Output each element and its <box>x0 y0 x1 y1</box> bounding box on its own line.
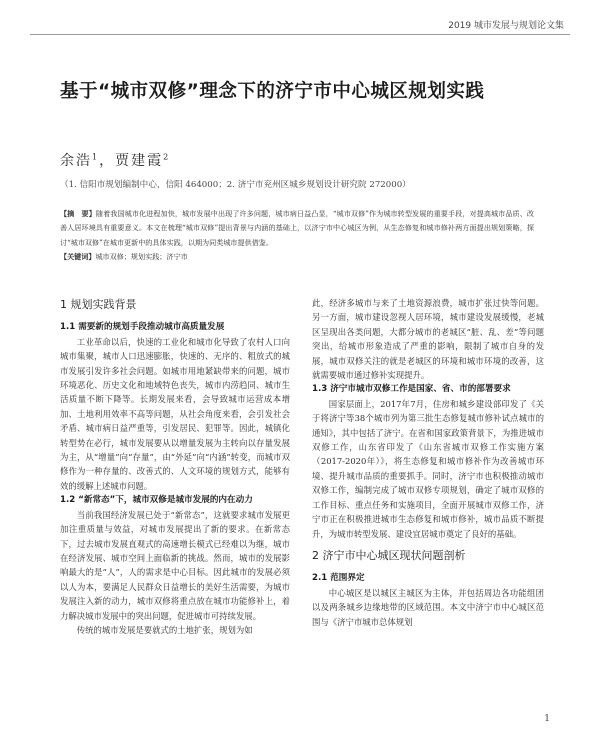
keywords-text: 城市双修；规划实践；济宁市 <box>95 252 188 262</box>
body-paragraph: 中心城区是以城区主城区为主体，并包括周边各功能组团以及两条城乡边缘地带的区域范围。本文中济宁市中心城区范围与《济宁市城市总体规划 <box>312 587 544 627</box>
keywords-label: 【关键词】 <box>60 252 96 262</box>
subsection-heading: 1.3 济宁市城市双修工作是国家、省、市的部署要求 <box>312 384 511 395</box>
author-mark: 1 <box>92 152 100 162</box>
author-mark: 2 <box>163 152 171 162</box>
subsection-heading: 2.1 范围界定 <box>312 573 365 584</box>
subsection-heading: 1.2 “新常态”下，城市双修是城市发展的内在动力 <box>60 495 253 506</box>
author-separator: ， <box>99 153 116 169</box>
affiliation: （1. 信阳市规划编制中心，信阳 464000；2. 济宁市兖州区城乡规划设计研究院 272000） <box>60 180 411 190</box>
running-title: 2019 城市发展与规划论文集 <box>448 21 564 31</box>
author-name: 余浩 <box>60 153 92 169</box>
body-paragraph: 当前我国经济发展已处于“新常态”，这就要求城市发展更加注重质量与效益，对城市发展提出了新的要求。在新常态下，过去城市发展直观式的高速增长模式已经难以为继，城市在经济发展、城市空间上面临新的挑战。然而，城市的发展影响最大的是“人”，人的需求是中心目标。因此城市的发展必须以人为本，要满足人民群众日益增长的美好生活需要，为城市发展注入新的动力，城市双修将重点放在城市功能修补上，着力解决城市发展中的突出问题，促进城市可持续发展。 <box>60 509 290 621</box>
abstract-label: 【摘 要】 <box>60 209 96 218</box>
paper-title: 基于“城市双修”理念下的济宁市中心城区规划实践 <box>60 81 485 102</box>
running-header <box>0 18 600 34</box>
author-list <box>60 150 170 170</box>
left-column <box>60 296 290 637</box>
body-paragraph: 此，经济多城市与来了土地资源浪费，城市扩张过快等问题。另一方面，城市建设忽视人居环境，城市建设发展缓慢，老城区呈现出各类问题，大都分城市的老城区“脏、乱、差”等问题突出，给城市形象造成了严重的影响，限制了城市自身的发展，城市双修关注的就是老城区的环境和城市环境的改善，这就需要城市通过修补实现提升。 <box>312 298 544 381</box>
page-number: 1 <box>544 714 550 724</box>
abstract-text: 随着我国城市化进程加快，城市发展中出现了许多问题，城市病日益凸显，“城市双修”作为城市转型发展的重要手段，对提高城市品质、改善人居环境具有重要意义。本文在梳理“城市双修”提出背景与内涵的基础上，以济宁市中心城区为例，从生态修复和城市修补两方面提出规划策略，探讨“城市双修”在城市更新中的具体实践，以期为同类城市提供借鉴。 <box>60 209 535 247</box>
header-rule <box>30 34 570 35</box>
subsection-heading: 1.1 需要新的规划手段推动城市高质量发展 <box>60 322 225 333</box>
body-paragraph: 国家层面上，2017年7月，住房和城乡建设部印发了《关于将济宁等38个城市列为第三批生态修复城市修补试点城市的通知》，其中包括了济宁。在省和国家政策背景下，为推进城市双修工作，山东省印发了《山东省城市双修工作实施方案（2017-2020年）》，将生态修复和城市修补作为改善城市环境、提升城市品质的重要抓手。同时，济宁市也积极推动城市双修工作，编制完成了城市双修专项规划，确定了城市双修的工作目标、重点任务和实施项目，全面开展城市双修工作，济宁市正在积极推进城市生态修复和城市修补，城市品质不断提升，为城市转型发展、建设宜居城市奠定了良好的基础。 <box>312 398 544 539</box>
abstract-block <box>60 207 534 265</box>
right-column <box>312 296 544 629</box>
section-heading: 2 济宁市中心城区现状问题剖析 <box>312 548 466 562</box>
section-heading: 1 规划实践背景 <box>60 298 137 311</box>
body-paragraph: 工业革命以后，快速的工业化和城市化导致了农村人口向城市集聚，城市人口迅速膨胀，快速的、无序的、粗放式的城市发展引发许多社会问题。如城市用地紧缺带来的问题，城市环境恶化、历史文化和地域特色丧失，城市内涝趋同、城市生活质量不断下降等。长期发展来看，会导致城市运营成本增加、土地利用效率不高等问题，从社会角度来看，会引发社会矛盾、城市病日益严重等，引发居民、犯罪等。因此，城镇化转型势在必行，城市发展要从以增量发展为主转向以存量发展为主，从“增量”向“存量”，由“外延”向“内涵”转变，而城市双修作为一种存量的、改善式的、人文环境的规划方式，能够有效的缓解上述城市问题。 <box>60 336 290 491</box>
author-name: 贾建霞 <box>115 153 164 169</box>
body-paragraph: 传统的城市发展是要就式的土地扩张，规划为如 <box>76 624 253 635</box>
